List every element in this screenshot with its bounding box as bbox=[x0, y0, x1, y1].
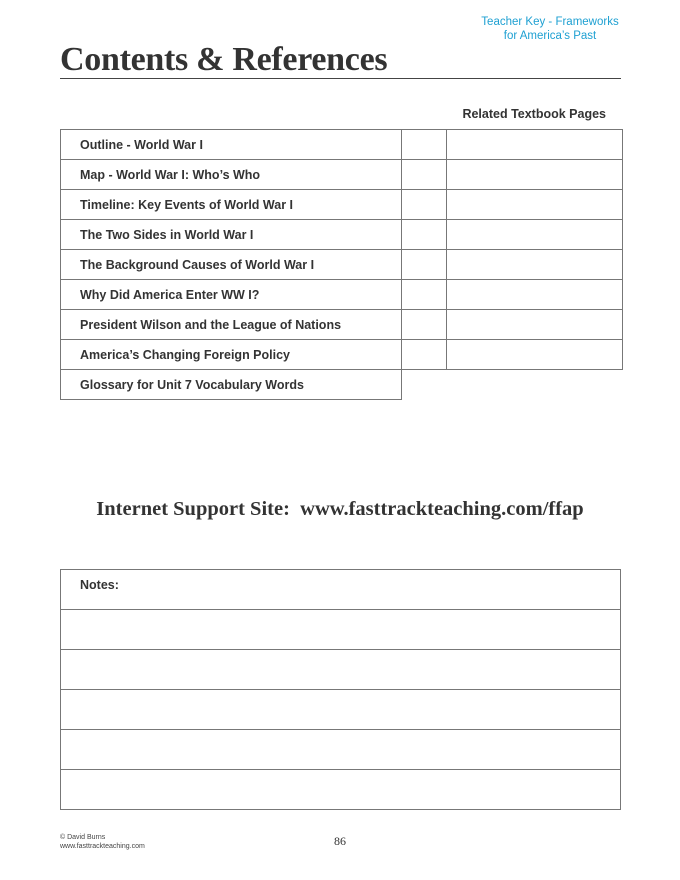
empty-cell bbox=[402, 370, 447, 400]
empty-cell bbox=[447, 370, 623, 400]
table-row bbox=[61, 220, 623, 250]
textbook-pages-cell bbox=[402, 220, 447, 250]
textbook-pages-cell bbox=[402, 340, 447, 370]
textbook-pages-cell bbox=[402, 280, 447, 310]
contents-item-label: President Wilson and the League of Nations bbox=[61, 310, 402, 340]
textbook-pages-cell bbox=[402, 130, 447, 160]
notes-line bbox=[61, 610, 621, 650]
notes-line bbox=[61, 690, 621, 730]
title-divider bbox=[60, 78, 621, 79]
page-title: Contents & References bbox=[60, 41, 388, 78]
header-note bbox=[370, 15, 620, 43]
textbook-pages-cell bbox=[447, 250, 623, 280]
textbook-pages-cell bbox=[447, 160, 623, 190]
textbook-pages-cell bbox=[447, 130, 623, 160]
table-row bbox=[61, 190, 623, 220]
contents-item-label: The Two Sides in World War I bbox=[61, 220, 402, 250]
page-number: 86 bbox=[334, 834, 346, 848]
notes-line bbox=[61, 730, 621, 770]
table-row bbox=[61, 370, 623, 400]
textbook-pages-cell bbox=[402, 190, 447, 220]
notes-row bbox=[61, 570, 621, 610]
notes-line bbox=[61, 650, 621, 690]
header-note-line1: Teacher Key - Frameworks bbox=[481, 16, 619, 28]
notes-line bbox=[61, 770, 621, 810]
notes-box bbox=[60, 569, 621, 810]
internet-support-site: Internet Support Site: www.fasttrackteaching.com/ffap bbox=[96, 498, 584, 520]
contents-item-label: Outline - World War I bbox=[61, 130, 402, 160]
textbook-pages-cell bbox=[447, 190, 623, 220]
textbook-pages-cell bbox=[447, 310, 623, 340]
textbook-pages-cell bbox=[402, 160, 447, 190]
notes-label: Notes: bbox=[61, 570, 621, 610]
footer-website: www.fasttrackteaching.com bbox=[60, 843, 145, 850]
header-note-line2: for America’s Past bbox=[503, 30, 597, 42]
contents-item-label: Timeline: Key Events of World War I bbox=[61, 190, 402, 220]
table-row bbox=[61, 340, 623, 370]
notes-row bbox=[61, 770, 621, 810]
contents-item-label: Glossary for Unit 7 Vocabulary Words bbox=[61, 370, 402, 400]
notes-row bbox=[61, 730, 621, 770]
textbook-pages-cell bbox=[447, 340, 623, 370]
textbook-pages-cell bbox=[402, 250, 447, 280]
contents-table bbox=[60, 129, 623, 400]
table-row bbox=[61, 160, 623, 190]
table-row bbox=[61, 130, 623, 160]
notes-row bbox=[61, 610, 621, 650]
related-textbook-pages-label: Related Textbook Pages bbox=[462, 107, 606, 121]
textbook-pages-cell bbox=[447, 280, 623, 310]
contents-item-label: Map - World War I: Who’s Who bbox=[61, 160, 402, 190]
footer-copyright: © David Burns bbox=[60, 834, 106, 841]
notes-row bbox=[61, 650, 621, 690]
notes-row bbox=[61, 690, 621, 730]
table-row bbox=[61, 310, 623, 340]
textbook-pages-cell bbox=[402, 310, 447, 340]
textbook-pages-cell bbox=[447, 220, 623, 250]
table-row bbox=[61, 280, 623, 310]
contents-item-label: Why Did America Enter WW I? bbox=[61, 280, 402, 310]
contents-item-label: The Background Causes of World War I bbox=[61, 250, 402, 280]
contents-item-label: America’s Changing Foreign Policy bbox=[61, 340, 402, 370]
table-row bbox=[61, 250, 623, 280]
